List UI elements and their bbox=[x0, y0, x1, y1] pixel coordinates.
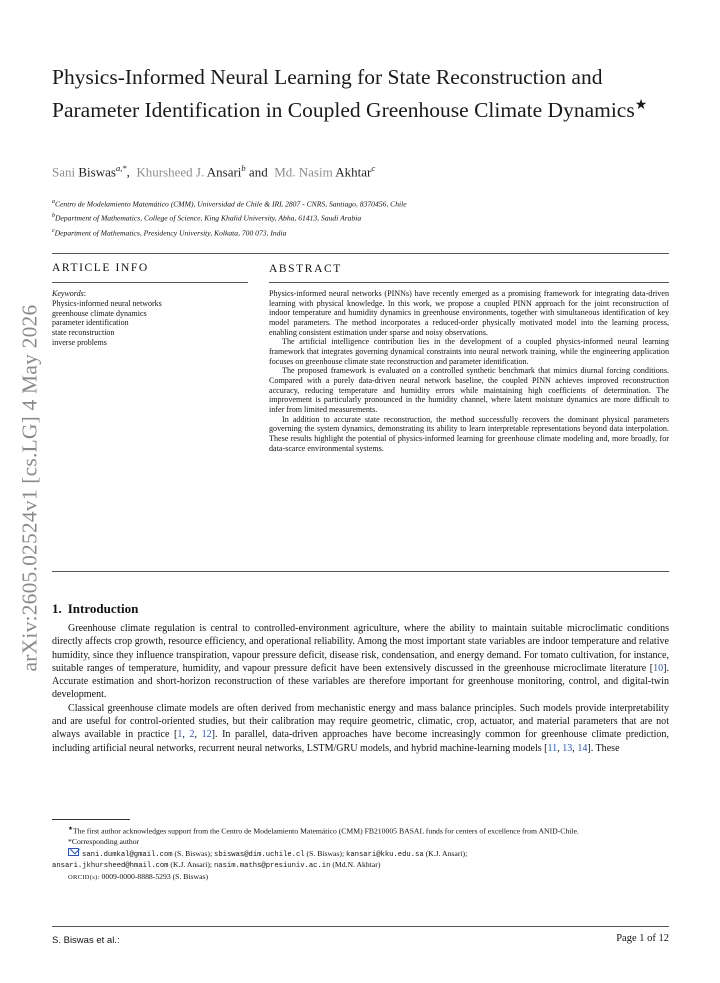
keyword-item: inverse problems bbox=[52, 337, 107, 347]
orcid-value: 0009-0000-8888-5293 (S. Biswas) bbox=[99, 871, 209, 881]
keyword-item: parameter identification bbox=[52, 318, 129, 328]
intro-paragraph-1 bbox=[52, 622, 669, 702]
affiliation-a bbox=[52, 199, 407, 209]
orcid-label: ORCID(s): bbox=[68, 873, 100, 881]
citation-link[interactable]: 14 bbox=[577, 742, 588, 754]
abstract-rule bbox=[269, 282, 669, 283]
intro-p2-mid: ]. In parallel, data-driven approaches have become increasingly common for greenhouse climate prediction, including artificial neural networks, recurrent neural networks, LSTM/GRU models, and hybrid machine-learning models [ bbox=[52, 729, 669, 754]
author-3-family: Akhtar bbox=[335, 164, 372, 180]
affiliation-b bbox=[52, 213, 361, 223]
affiliation-b-text: Department of Mathematics, College of Science, King Khalid University, Abha, 61413, Saudi Arabia bbox=[55, 213, 362, 223]
introduction-body bbox=[52, 622, 669, 755]
author-separator: , bbox=[126, 164, 130, 180]
author-2-family: Ansari bbox=[206, 164, 242, 180]
funding-footnote bbox=[52, 824, 669, 837]
email-owner: (S. Biswas); bbox=[304, 848, 347, 858]
section-title: Introduction bbox=[67, 601, 139, 616]
keyword-item: state reconstruction bbox=[52, 328, 115, 338]
footnote-rule bbox=[52, 819, 130, 820]
funding-text: The first author acknowledges support from the Centro de Modelamiento Matemático (CMM) FB210005 BASAL funds for centers of excellence from ANID-Chile. bbox=[72, 826, 579, 836]
email-line-2 bbox=[52, 860, 669, 872]
affiliation-b-mark: b bbox=[52, 213, 55, 219]
header-divider bbox=[52, 253, 669, 254]
keywords-block bbox=[52, 289, 162, 348]
abstract-end-divider bbox=[52, 571, 669, 572]
author-3-given: Md. Nasim bbox=[274, 164, 333, 180]
author-1-affil-mark: a,* bbox=[115, 163, 127, 173]
affiliation-a-mark: a bbox=[52, 199, 55, 205]
abstract-paragraph-4: In addition to accurate state reconstruction, the method successfully recovers the dominant physical parameters governing the system dynamics, demonstrating its ability to learn interpretable representations beyond data interpolation. These results highlight the potential of physics-informed learning for greenhouse climate modeling and, more broadly, for data-scarce environmental systems. bbox=[269, 414, 669, 453]
author-1-family: Biswas bbox=[78, 164, 116, 180]
affiliation-a-text: Centro de Modelamiento Matemático (CMM), Universidad de Chile & IRL 2807 - CNRS, Santiago, 8370456, Chile bbox=[55, 199, 407, 209]
affiliation-c-text: Department of Mathematics, Presidency University, Kolkata, 700 073, India bbox=[54, 228, 287, 238]
author-and: and bbox=[248, 164, 268, 180]
footnote-star-mark: ★ bbox=[68, 826, 73, 832]
email-link[interactable]: nasim.maths@presiuniv.ac.in bbox=[213, 862, 331, 871]
author-2-affil-mark: b bbox=[241, 163, 246, 173]
abstract-paragraph-2: The artificial intelligence contribution lies in the development of a coupled physics-informed neural learning framework that integrates governing dynamical constraints into neural network training, while the engineering application focuses on greenhouse climate state reconstruction and parameter identification. bbox=[269, 337, 669, 366]
email-owner: (K.J. Ansari); bbox=[423, 848, 468, 858]
envelope-icon bbox=[68, 848, 79, 856]
affiliation-c bbox=[52, 228, 286, 238]
paper-title bbox=[52, 64, 662, 124]
article-info-heading: ARTICLE INFO bbox=[52, 262, 149, 274]
author-list bbox=[52, 163, 375, 180]
citation-link[interactable]: 10 bbox=[653, 662, 664, 674]
title-footnote-mark: ★ bbox=[634, 97, 648, 113]
footer-divider bbox=[52, 926, 669, 927]
intro-p2-text: Classical greenhouse climate models are often derived from mechanistic energy and mass balance principles. Such models provide interpretability and are useful for control-oriented studies, but their calibration may require geometric, climatic, crop, actuator, and material parameters that are not always available in practice [ bbox=[52, 702, 669, 741]
footer-page-number: Page 1 of 12 bbox=[616, 933, 669, 944]
keywords-label-line bbox=[52, 289, 162, 299]
arxiv-identifier-stamp: arXiv:2605.02524v1 [cs.LG] 4 May 2026 bbox=[17, 304, 42, 672]
citation-link[interactable]: 11 bbox=[547, 742, 558, 754]
abstract-body bbox=[269, 289, 669, 453]
intro-p2-end: ]. These bbox=[587, 742, 620, 754]
keyword-item: greenhouse climate dynamics bbox=[52, 308, 147, 318]
article-info-rule bbox=[52, 282, 248, 283]
author-2-given: Khursheed J. bbox=[136, 164, 205, 180]
email-line-1 bbox=[52, 848, 669, 861]
intro-p1-end: ]. Accurate estimation and short-horizon reconstruction of these variables are therefore important for greenhouse monitoring, control, and digital-twin development. bbox=[52, 662, 669, 701]
email-link[interactable]: kansari@kku.edu.sa bbox=[346, 850, 424, 859]
keyword-item: Physics-informed neural networks bbox=[52, 298, 162, 308]
email-owner: (S. Biswas); bbox=[172, 848, 215, 858]
intro-p1-text: Greenhouse climate regulation is central to controlled-environment agriculture, where the ability to maintain suitable microclimatic conditions directly affects crop growth, resource efficiency, and operational reliability. Among the most important state variables are indoor temperature and relative humidity, since they influence transpiration, vapour pressure deficit, disease risk, condensation, and energy demand. For tomato cultivation, for instance, suitable ranges of temperature, humidity, and vapour pressure deficit have been extensively discussed in the greenhouse microclimate literature [ bbox=[52, 623, 669, 674]
orcid-line bbox=[52, 872, 669, 884]
keywords-colon: : bbox=[83, 289, 86, 298]
author-3-affil-mark: c bbox=[371, 163, 376, 173]
citation-link[interactable]: 2 bbox=[189, 729, 195, 741]
section-heading-introduction bbox=[52, 601, 138, 617]
footnotes bbox=[52, 824, 669, 883]
citation-link[interactable]: 1 bbox=[177, 729, 183, 741]
footer-running-author: S. Biswas et al.: bbox=[52, 935, 120, 946]
email-link[interactable]: sbiswas@dim.uchile.cl bbox=[214, 850, 305, 859]
author-1-given: Sani bbox=[52, 164, 76, 180]
citation-link[interactable]: 12 bbox=[201, 729, 212, 741]
email-owner: (K.J. Ansari); bbox=[168, 860, 214, 870]
section-number: 1. bbox=[52, 601, 62, 616]
email-link[interactable]: sani.dumkal@gmail.com bbox=[82, 850, 173, 859]
abstract-heading: ABSTRACT bbox=[269, 263, 342, 275]
paper-title-text: Physics-Informed Neural Learning for State Reconstruction and Parameter Identification in Coupled Greenhouse Climate Dynamics bbox=[52, 65, 635, 122]
abstract-paragraph-3: The proposed framework is evaluated on a controlled synthetic benchmark that mimics diurnal forcing conditions. Compared with a purely data-driven neural network baseline, the coupled PINN achieves improved reconstruction accuracy, reducing temperature and humidity errors while maintaining high coefficients of determination. The improvement is particularly pronounced in the humidity channel, where latent moisture dynamics are more difficult to infer from limited measurements. bbox=[269, 366, 669, 414]
email-owner: (Md.N. Akhtar) bbox=[330, 860, 381, 870]
citation-link[interactable]: 13 bbox=[562, 742, 573, 754]
abstract-paragraph-1: Physics-informed neural networks (PINNs) have recently emerged as a promising framework for integrating data-driven learning with physical knowledge. In this work, we propose a coupled PINN approach for the joint reconstruction of indoor temperature and humidity dynamics in greenhouse environments, together with simultaneous identification of key model parameters. The method incorporates a reduced-order physically motivated model into the learning process, enabling consistent estimation under sparse and noisy observations. bbox=[269, 289, 669, 337]
intro-paragraph-2: Classical greenhouse climate models are often derived from mechanistic energy and mass balance principles. Such models provide interpretability and are useful for control-oriented studies, but their calibration may require geometric, climatic, crop, actuator, and material parameters that are not always available in practice [1, 2, 12]. In parallel, data-driven approaches have become increasingly common for greenhouse climate prediction, including artificial neural networks, recurrent neural networks, LSTM/GRU models, and hybrid machine-learning models [11, 13, 14]. These bbox=[52, 702, 669, 754]
keywords-label: Keywords bbox=[52, 289, 84, 298]
corresponding-author-note: *Corresponding author bbox=[68, 837, 140, 847]
affiliation-c-mark: c bbox=[52, 228, 55, 234]
email-link[interactable]: ansari.jkhursheed@hmail.com bbox=[52, 862, 169, 871]
